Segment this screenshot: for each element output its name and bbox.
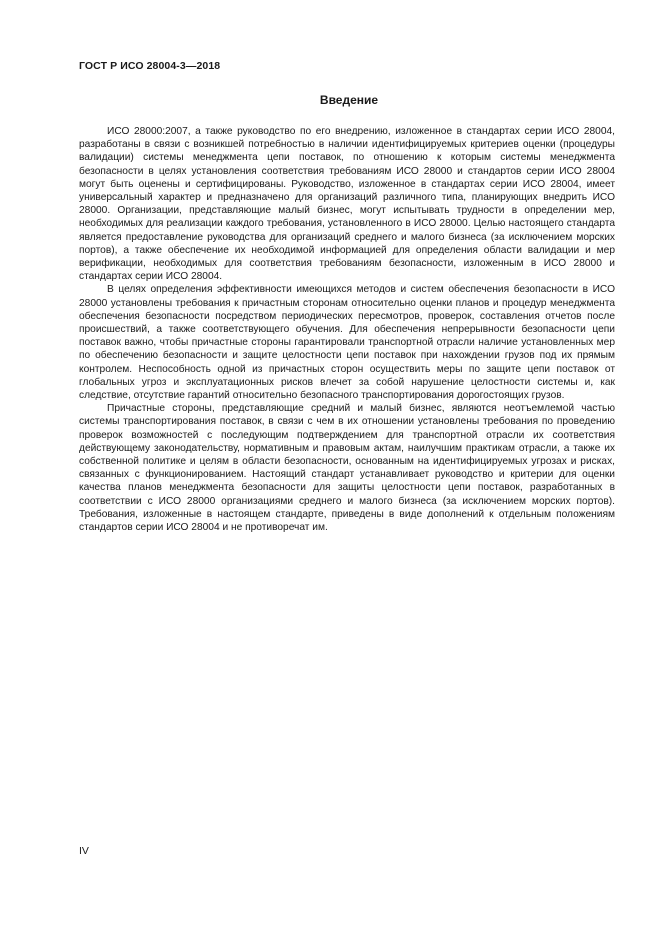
introduction-body xyxy=(79,125,615,534)
document-header: ГОСТ Р ИСО 28004-3—2018 xyxy=(79,60,221,72)
paragraph-3: Причастные стороны, представляющие средний и малый бизнес, являются неотъемлемой частью системы транспортирования поставок, в связи с чем в их отношении установлены требования по проведению проверок возможностей с последующим подтверждением для транспортной отрасли их соответствия действующему законодательству, нормативным и правовым актам, наилучшим практикам отрасли, а также их собственной политике и целям в области безопасности, основанным на идентифицируемых угрозах и рисках, связанных с функционированием. Настоящий стандарт устанавливает руководство и критерии для оценки качества планов менеджмента безопасности для защиты целостности цепи поставок, разработанных в соответствии с ИСО 28000 организациями среднего и малого бизнеса (за исключением морских портов). Требования, изложенные в настоящем стандарте, приведены в виде дополнений к отдельным положениям стандартов серии ИСО 28004 и не противоречат им. xyxy=(79,403,615,534)
page-number: IV xyxy=(79,845,89,857)
paragraph-2: В целях определения эффективности имеющихся методов и систем обеспечения безопасности в ИСО 28000 установлены требования к причастным сторонам относительно оценки планов и процедур менеджмента обеспечения безопасности посредством периодических пересмотров, проверок, составления отчетов после происшествий, а также соответствующего обучения. Для обеспечения непрерывности безопасности цепи поставок важно, чтобы причастные стороны гарантировали транспортной отрасли наличие установленных мер по обеспечению безопасности и защите целостности цепи поставок при нахождении грузов под их прямым контролем. Неспособность одной из причастных сторон осуществить меры по защите цепи поставок от глобальных угроз и эксплуатационных рисков влечет за собой нарушение целостности системы и, как следствие, отсутствие гарантий относительно безопасного транспортирования дорогостоящих грузов. xyxy=(79,284,615,402)
paragraph-1: ИСО 28000:2007, а также руководство по его внедрению, изложенное в стандартах серии ИСО 28004, разработаны в связи с возникшей потребностью в наличии идентифицируемых критериев оценки (процедуры валидации) системы менеджмента цепи поставок, по отношению к которым системы менеджмента безопасности в целях установления соответствия требованиям ИСО 28000 и стандартов серии ИСО 28004 могут быть оценены и сертифицированы. Руководство, изложенное в стандартах серии ИСО 28004, имеет универсальный характер и предназначено для организаций различного типа, планирующих внедрить ИСО 28000. Организации, представляющие малый бизнес, могут испытывать трудности в определении мер, необходимых для реализации каждого требования, установленного в ИСО 28000. Целью настоящего стандарта является предоставление руководства для организаций среднего и малого бизнеса (за исключением морских портов), а также обеспечение их необходимой информацией для определения области валидации и мер верификации, необходимых для соответствия требованиям безопасности, изложенным в ИСО 28000 и стандартах серии ИСО 28004. xyxy=(79,126,615,283)
section-title: Введение xyxy=(319,93,379,107)
